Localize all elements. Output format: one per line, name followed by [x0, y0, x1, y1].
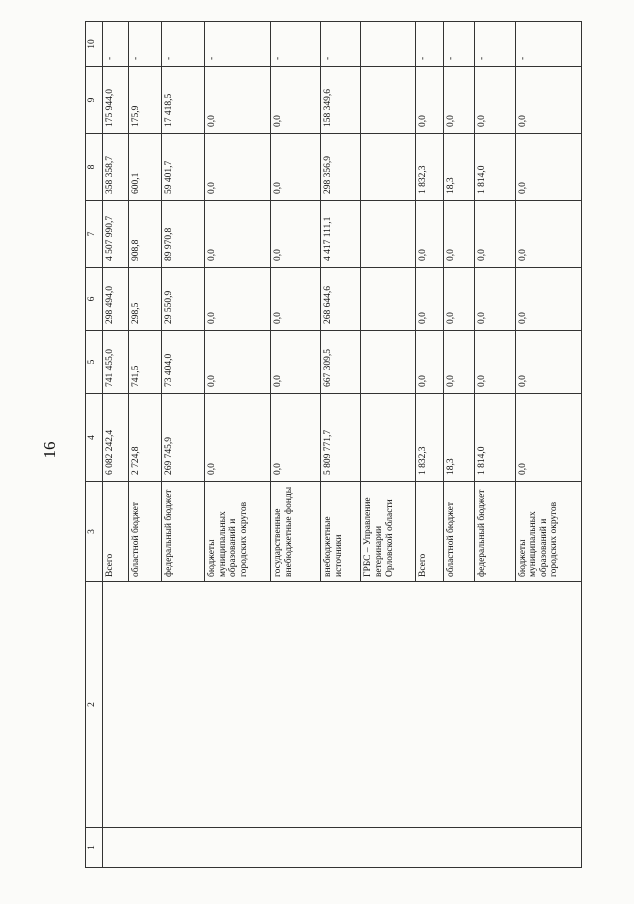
value-cell: 0,0 — [415, 67, 443, 134]
value-cell: 59 401,7 — [162, 134, 205, 201]
row-label: федеральный бюджет — [475, 482, 515, 582]
value-cell: 73 404,0 — [162, 331, 205, 394]
row-label: Всего — [103, 482, 129, 582]
value-cell: 175 944,0 — [103, 67, 129, 134]
value-cell — [361, 201, 416, 268]
value-cell: - — [444, 22, 475, 67]
column-header: 8 — [86, 134, 103, 201]
value-cell: 0,0 — [475, 268, 515, 331]
budget-table — [85, 21, 582, 868]
value-cell — [361, 331, 416, 394]
value-cell: 0,0 — [204, 268, 270, 331]
value-cell: 269 745,9 — [162, 394, 205, 482]
value-cell: 0,0 — [271, 134, 321, 201]
value-cell — [361, 394, 416, 482]
column-header: 2 — [86, 582, 103, 828]
value-cell: - — [103, 22, 129, 67]
row-label: областной бюджет — [129, 482, 162, 582]
page-number: 16 — [40, 441, 59, 459]
value-cell: 298 494,0 — [103, 268, 129, 331]
value-cell: 0,0 — [444, 201, 475, 268]
value-cell: 5 809 771,7 — [321, 394, 361, 482]
value-cell: 0,0 — [204, 331, 270, 394]
value-cell: 298 356,9 — [321, 134, 361, 201]
row-label: областной бюджет — [444, 482, 475, 582]
value-cell: - — [515, 22, 581, 67]
value-cell: - — [204, 22, 270, 67]
cell-col2 — [103, 582, 582, 828]
value-cell: 908,8 — [129, 201, 162, 268]
row-label: бюджеты муниципальных образований и городских округов — [204, 482, 270, 582]
value-cell: 0,0 — [515, 134, 581, 201]
value-cell: 0,0 — [271, 201, 321, 268]
value-cell: 1 832,3 — [415, 394, 443, 482]
value-cell: 1 832,3 — [415, 134, 443, 201]
value-cell: 0,0 — [475, 201, 515, 268]
row-label: внебюджетные источники — [321, 482, 361, 582]
value-cell: 0,0 — [475, 331, 515, 394]
value-cell: 6 082 242,4 — [103, 394, 129, 482]
value-cell: 741 455,0 — [103, 331, 129, 394]
value-cell: 0,0 — [204, 134, 270, 201]
rotated-table-container — [85, 32, 582, 868]
value-cell: 0,0 — [204, 67, 270, 134]
value-cell: 0,0 — [515, 67, 581, 134]
value-cell: 2 724,8 — [129, 394, 162, 482]
value-cell: 358 358,7 — [103, 134, 129, 201]
value-cell: 17 418,5 — [162, 67, 205, 134]
row-label: федеральный бюджет — [162, 482, 205, 582]
value-cell: 29 550,9 — [162, 268, 205, 331]
column-header: 5 — [86, 331, 103, 394]
row-label: Всего — [415, 482, 443, 582]
value-cell: 0,0 — [444, 268, 475, 331]
row-label: ГРБС – Управление ветеринарии Орловской области — [361, 482, 416, 582]
value-cell: 0,0 — [271, 67, 321, 134]
value-cell: 0,0 — [515, 394, 581, 482]
column-header: 7 — [86, 201, 103, 268]
row-label: государственные внебюджетные фонды — [271, 482, 321, 582]
column-header: 1 — [86, 828, 103, 868]
value-cell: 4 507 990,7 — [103, 201, 129, 268]
column-header: 10 — [86, 22, 103, 67]
value-cell: 600,1 — [129, 134, 162, 201]
header-row — [86, 22, 103, 868]
value-cell: 18,3 — [444, 394, 475, 482]
column-header: 3 — [86, 482, 103, 582]
value-cell: 4 417 111,1 — [321, 201, 361, 268]
value-cell: 18,3 — [444, 134, 475, 201]
row-label: бюджеты муниципальных образований и городских округов — [515, 482, 581, 582]
column-header: 4 — [86, 394, 103, 482]
value-cell: 0,0 — [204, 394, 270, 482]
value-cell: 0,0 — [475, 67, 515, 134]
value-cell: - — [271, 22, 321, 67]
value-cell: - — [162, 22, 205, 67]
value-cell: - — [475, 22, 515, 67]
value-cell: 175,9 — [129, 67, 162, 134]
value-cell — [361, 67, 416, 134]
value-cell: 1 814,0 — [475, 394, 515, 482]
value-cell: - — [415, 22, 443, 67]
value-cell: 0,0 — [271, 331, 321, 394]
value-cell: - — [321, 22, 361, 67]
table-row — [103, 22, 129, 868]
value-cell: 0,0 — [415, 331, 443, 394]
value-cell: 268 644,6 — [321, 268, 361, 331]
value-cell: 667 309,5 — [321, 331, 361, 394]
value-cell: 0,0 — [515, 331, 581, 394]
value-cell: 741,5 — [129, 331, 162, 394]
value-cell: 0,0 — [415, 201, 443, 268]
value-cell: 0,0 — [271, 394, 321, 482]
value-cell: 0,0 — [444, 67, 475, 134]
value-cell: 1 814,0 — [475, 134, 515, 201]
value-cell: 0,0 — [515, 201, 581, 268]
column-header: 6 — [86, 268, 103, 331]
value-cell: - — [129, 22, 162, 67]
cell-col1 — [103, 828, 582, 868]
value-cell: 0,0 — [415, 268, 443, 331]
value-cell: 0,0 — [204, 201, 270, 268]
value-cell — [361, 268, 416, 331]
value-cell: 158 349,6 — [321, 67, 361, 134]
column-header: 9 — [86, 67, 103, 134]
value-cell — [361, 22, 416, 67]
value-cell: 89 970,8 — [162, 201, 205, 268]
value-cell: 0,0 — [271, 268, 321, 331]
value-cell: 0,0 — [515, 268, 581, 331]
value-cell: 298,5 — [129, 268, 162, 331]
value-cell — [361, 134, 416, 201]
value-cell: 0,0 — [444, 331, 475, 394]
